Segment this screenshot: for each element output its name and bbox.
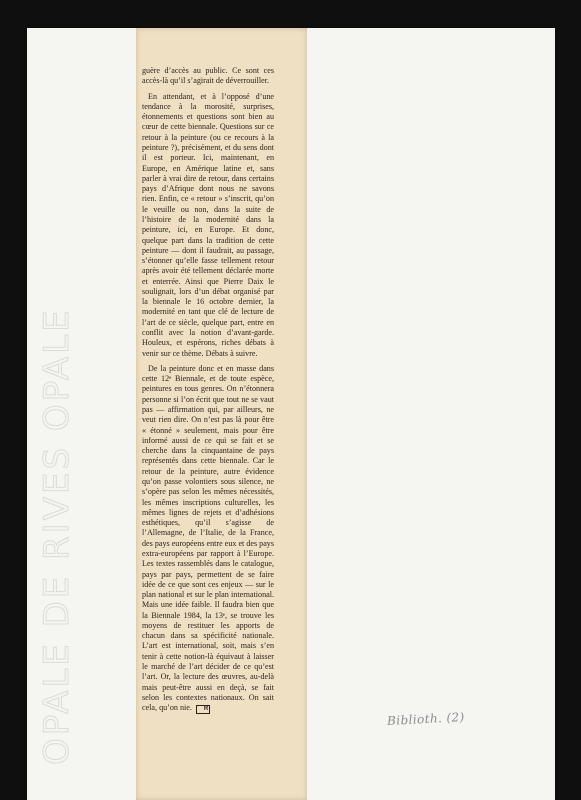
article-paragraph-2: En attendant, et à l’opposé d’une tendance à la morosité, surprises, étonnements et questions sont bien au cœur de cette biennale. Questions sur ce retour à la peinture (ou ce recours à la peinture ?), précisément, et du sens dont il est porteur. Ici, maintenant, en Europe, en Amérique latine et, sans parler à vrai dire de retour, dans certains pays d’Afrique dont nous ne savons rien. Enfin, ce « retour » s’inscrit, qu’on le veuille ou non, dans la suite de l’histoire de la modernité dans la peinture, ici, en Europe. Et donc, quelque part dans la tradition de cette peinture — dont il faudrait, au passage, s’étonner qu’elle fasse tellement retour après avoir été tellement déclarée morte et enterrée. Ainsi que Pierre Daix le soulignait, lors d’un débat organisé par la biennale le 16 octobre dernier, la modernité en tant que clé de lecture de l’art de ce siècle, quelque part, entre en conflit avec la notion d’avant-garde. Houleux, et espérons, riches débats à venir sur ce thème. Débats à suivre. <box>142 91 274 358</box>
end-of-article-mark: R <box>196 705 210 714</box>
handwritten-annotation: Biblioth. (2) <box>386 709 465 729</box>
watermark-graphic <box>37 30 82 770</box>
watermark-text: OPALE DE RIVES OPALE <box>37 307 77 765</box>
article-paragraph-1: guère d’accès au public. Ce sont ces accès-là qu’il s’agirait de déverrouiller. <box>142 66 274 86</box>
article-paragraph-3-text: De la peinture donc et en masse dans cette 12ᵉ Biennale, et de toute espèce, peintures en tous genres. On n’étonnera personne si l’on écrit que tout ne se vaut pas — affirmation qui, par ailleurs, ne veut rien dire. On n’est pas là pour être « étonné » seulement, mais pour être informé aussi de ce qui se fait et se cherche dans la cinquantaine de pays représentés dans cette biennale. Car le retour de la peinture, autre évidence qu’on passe volontiers sous silence, ne s’opère pas selon les mêmes nécessités, les mêmes inscriptions culturelles, les mêmes lignes de rejets et d’adhésions esthétiques, qu’il s’agisse de l’Allemagne, de l’Italie, de la France, des pays européens entre eux et des pays extra-européens par rapport à l’Europe. Les textes rassemblés dans le catalogue, pays par pays, permettent de se faire idée de ce que sont ces enjeux — sur le plan national et sur le plan international. Mais une idée faible. Il faudra bien que la Biennale 1984, la 13ᵉ, se trouve les moyens de restituer les apports de chacun dans sa spécificité nationale. L’art est international, soit, mais s’en tenir à cette notion-là équivaut à laisser le marché de l’art décider de ce qu’est l’art. Or, la lecture des œuvres, au-delà mais peut-être aussi en deçà, se fait selon les contextes nationaux. On sait cela, qu’on nie. <box>142 363 274 713</box>
article-column <box>142 66 274 719</box>
watermark-stamp <box>37 30 82 770</box>
article-paragraph-3 <box>142 364 274 714</box>
